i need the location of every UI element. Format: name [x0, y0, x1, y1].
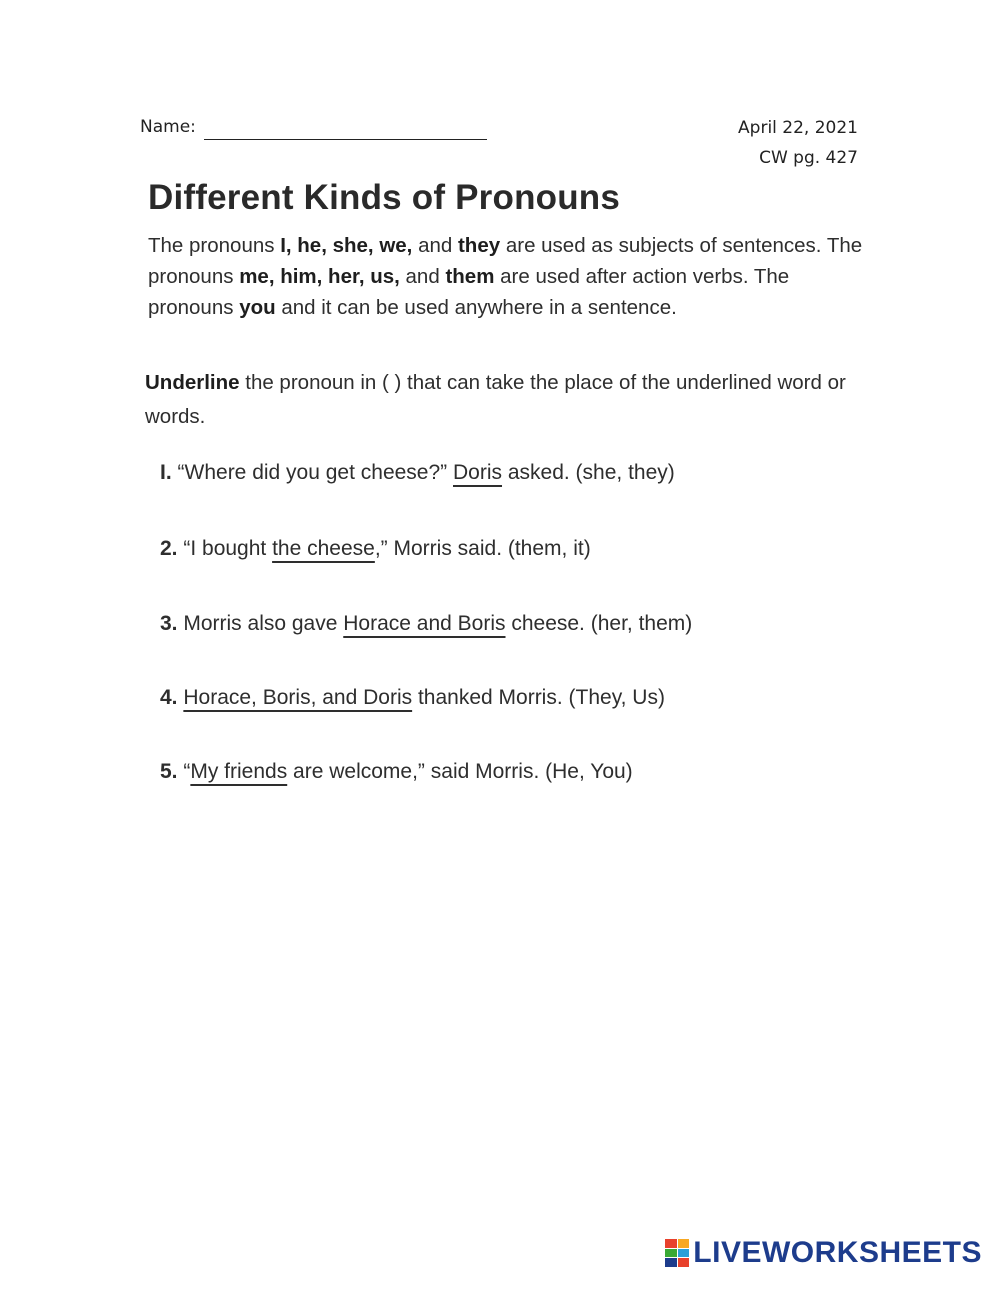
intro-text: and	[399, 265, 446, 288]
date-text: April 22, 2021	[738, 118, 858, 138]
name-label: Name:	[140, 117, 196, 137]
worksheet-title: Different Kinds of Pronouns	[148, 178, 621, 217]
instruction-bold: Underline	[145, 371, 240, 394]
item-text: cheese. (her, them)	[505, 612, 693, 635]
logo-block	[665, 1258, 677, 1267]
logo-blocks-icon	[665, 1239, 689, 1267]
intro-text: are used after action verbs. The pronouns	[148, 265, 790, 319]
intro-bold: them	[445, 265, 495, 288]
classwork-page-ref: CW pg. 427	[759, 148, 858, 168]
exercise-item-3	[160, 612, 692, 636]
exercise-item-4	[160, 686, 665, 710]
item-text: “	[183, 760, 191, 783]
intro-text: are used as subjects of sentences. The pronouns	[148, 234, 863, 288]
intro-bold: you	[239, 296, 276, 319]
item-text: thanked Morris. (They, Us)	[412, 686, 665, 709]
underlined-word: the cheese	[272, 537, 375, 560]
underlined-word: Doris	[453, 461, 503, 484]
item-text: “Where did you get cheese?”	[177, 461, 453, 484]
intro-bold: me, him, her, us,	[239, 265, 400, 288]
liveworksheets-logo[interactable]	[665, 1233, 982, 1273]
instruction-text: the pronoun in ( ) that can take the place of the underlined word or words.	[145, 371, 846, 428]
exercise-item-1	[160, 461, 675, 485]
intro-paragraph	[148, 230, 868, 323]
item-number: 4.	[160, 686, 178, 709]
underlined-word: Horace, Boris, and Doris	[183, 686, 413, 709]
exercise-item-5	[160, 760, 633, 784]
item-number: 5.	[160, 760, 178, 783]
intro-bold: I, he, she, we,	[280, 234, 413, 257]
logo-block	[665, 1249, 677, 1258]
logo-block	[678, 1239, 690, 1248]
exercise-item-2	[160, 537, 591, 561]
item-text: Morris also gave	[183, 612, 344, 635]
item-number: 3.	[160, 612, 178, 635]
logo-block	[678, 1249, 690, 1258]
logo-block	[665, 1239, 677, 1248]
item-text: are welcome,” said Morris. (He, You)	[287, 760, 633, 783]
intro-bold: they	[457, 234, 501, 257]
intro-text: and	[412, 234, 458, 257]
item-number: I.	[160, 461, 172, 484]
item-text: asked. (she, they)	[502, 461, 675, 484]
name-blank-line	[204, 139, 487, 140]
logo-text: LIVEWORKSHEETS	[693, 1236, 982, 1269]
instruction-paragraph	[145, 366, 865, 434]
item-number: 2.	[160, 537, 178, 560]
intro-text: and it can be used anywhere in a sentence.	[275, 296, 677, 319]
underlined-word: Horace and Boris	[343, 612, 506, 635]
logo-block	[678, 1258, 690, 1267]
item-text: ,” Morris said. (them, it)	[374, 537, 591, 560]
item-text: “I bought	[183, 537, 273, 560]
intro-text: The pronouns	[148, 234, 281, 257]
underlined-word: My friends	[190, 760, 288, 783]
